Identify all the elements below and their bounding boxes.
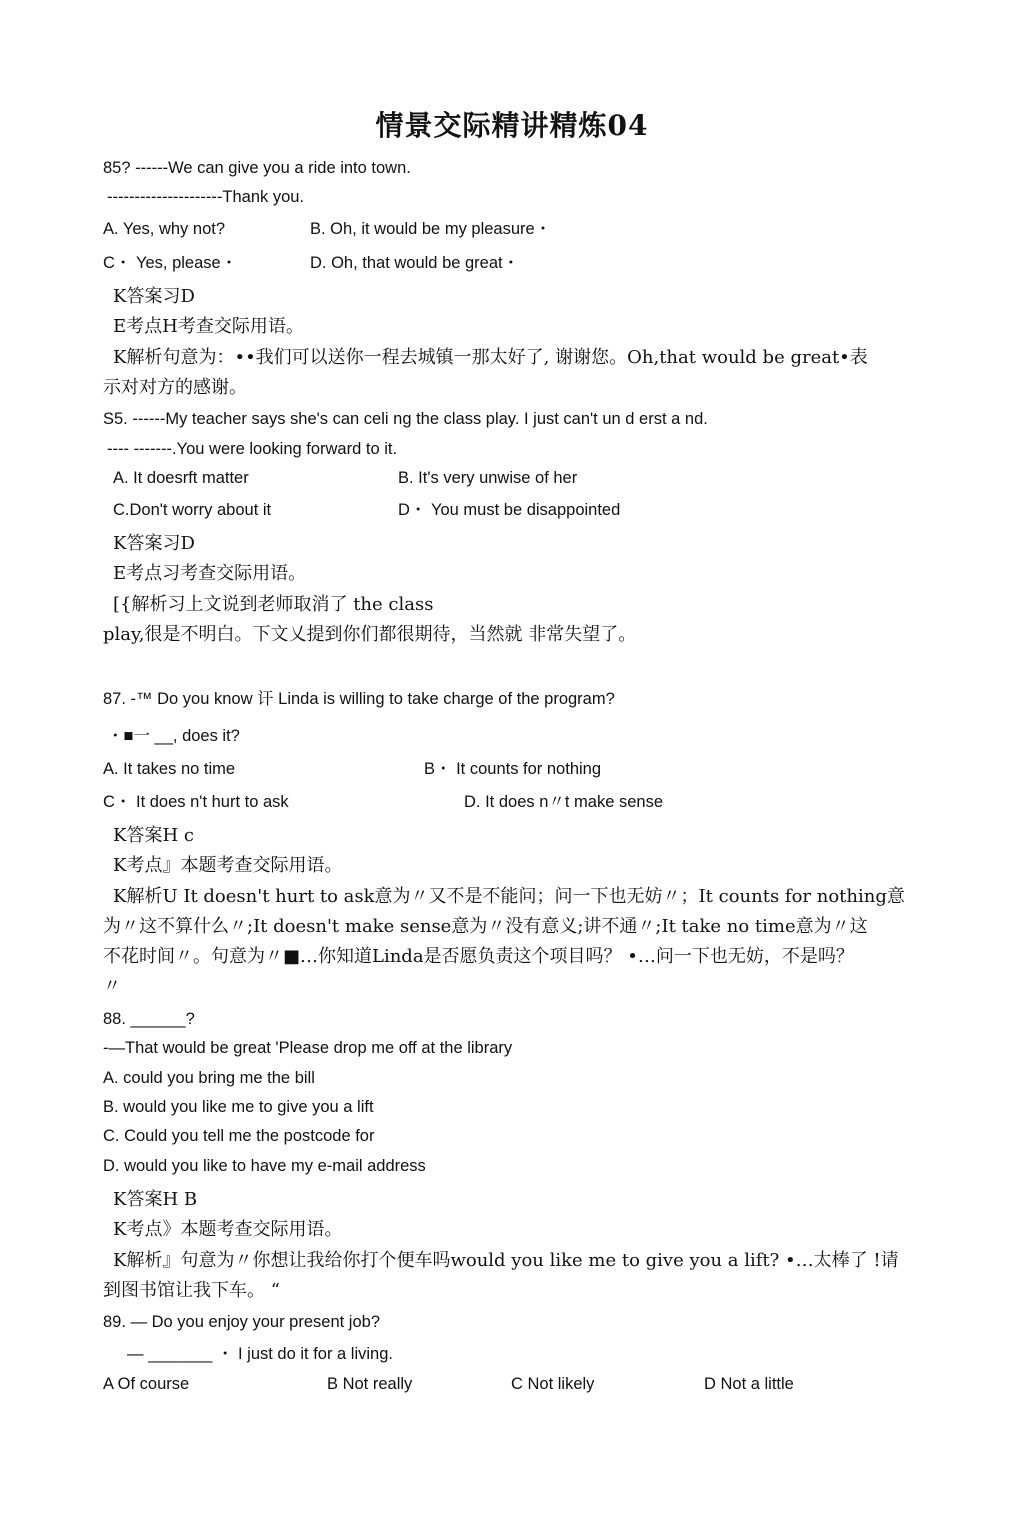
q86-option-d: D・ You must be disappointed: [398, 501, 621, 519]
q87-reply: ・■一 __, does it?: [107, 727, 240, 745]
q87-option-a: A. It takes no time: [103, 760, 236, 778]
q85-answer: K答案习D: [113, 286, 195, 307]
q85-option-a: A. Yes, why not?: [103, 220, 226, 238]
q86-point: E考点习考查交际用语。: [113, 563, 307, 584]
q89-option-a: A Of course: [103, 1375, 190, 1393]
q86-option-a: A. It doesrft matter: [113, 469, 249, 487]
page-title: 情景交际精讲精炼04: [375, 109, 649, 142]
q88-prompt: 88. ______?: [103, 1010, 195, 1028]
q87-prompt: 87. -™ Do you know 讦 Linda is willing to take charge of the program?: [103, 690, 615, 708]
q89-option-d: D Not a little: [704, 1375, 794, 1393]
q87-point: K考点』本题考查交际用语。: [113, 855, 343, 876]
q86-analysis-line: play,很是不明白。下文乂提到你们都很期待，当然就 非常失望了。: [103, 624, 637, 645]
q87-answer: K答案H c: [113, 825, 194, 846]
q86-prompt: S5. ------My teacher says she's can celi ng the class play. I just can't un d erst a nd.: [103, 410, 708, 428]
q85-analysis-line: K解析句意为：••我们可以送你一程去城镇一那太好了, 谢谢您。Oh,that would be great•表: [113, 347, 868, 368]
q85-analysis-line: 示对对方的感谢。: [103, 377, 247, 398]
q86-analysis-line: [{解析习上文说到老师取消了 the class: [113, 594, 434, 615]
q87-option-d: D. It does n〃t make sense: [464, 793, 664, 811]
q86-option-c: C.Don't worry about it: [113, 501, 272, 519]
q87-analysis-line: K解析U It doesn't hurt to ask意为〃又不是不能问；问一下也无妨〃；It counts for nothing意: [113, 886, 905, 907]
q87-analysis-line: 〃: [103, 976, 121, 997]
q85-reply: ---------------------Thank you.: [107, 188, 305, 206]
q86-answer: K答案习D: [113, 533, 195, 554]
q89-prompt: 89. — Do you enjoy your present job?: [103, 1313, 380, 1331]
q88-analysis-line: 到图书馆让我下车。 “: [103, 1280, 280, 1301]
q89-reply: — _______ ・ I just do it for a living.: [127, 1345, 393, 1363]
q85-option-b: B. Oh, it would be my pleasure・: [310, 220, 552, 238]
q85-prompt: 85? ------We can give you a ride into town.: [103, 159, 411, 177]
q87-option-c: C・ It does n't hurt to ask: [103, 793, 289, 811]
q85-option-c: C・ Yes, please・: [103, 254, 238, 272]
q86-reply: ---- -------.You were looking forward to it.: [107, 440, 398, 458]
q85-option-d: D. Oh, that would be great・: [310, 254, 520, 272]
q85-point: E考点H考查交际用语。: [113, 316, 304, 337]
q89-option-b: B Not really: [327, 1375, 413, 1393]
q86-option-b: B. It's very unwise of her: [398, 469, 578, 487]
q87-analysis-line: 不花时间〃。句意为〃■…你知道Linda是否愿负责这个项目吗？ •…问一下也无妨，不是吗？: [103, 946, 854, 967]
q88-answer: K答案H B: [113, 1189, 198, 1210]
q88-analysis-line: K解析』句意为〃你想让我给你打个便车吗would you like me to give you a lift? •…太棒了 !请: [113, 1250, 899, 1271]
q87-analysis-line: 为〃这不算什么〃;It doesn't make sense意为〃没有意义;讲不通〃;It take no time意为〃这: [103, 916, 868, 937]
q88-point: K考点》本题考查交际用语。: [113, 1219, 343, 1240]
q87-option-b: B・ It counts for nothing: [424, 760, 602, 778]
q88-reply: -—That would be great 'Please drop me off at the library: [103, 1039, 513, 1057]
q88-option-a: A. could you bring me the bill: [103, 1069, 315, 1087]
q88-option-b: B. would you like me to give you a lift: [103, 1098, 374, 1116]
q88-option-c: C. Could you tell me the postcode for: [103, 1127, 375, 1145]
q89-option-c: C Not likely: [511, 1375, 595, 1393]
q88-option-d: D. would you like to have my e-mail address: [103, 1157, 426, 1175]
